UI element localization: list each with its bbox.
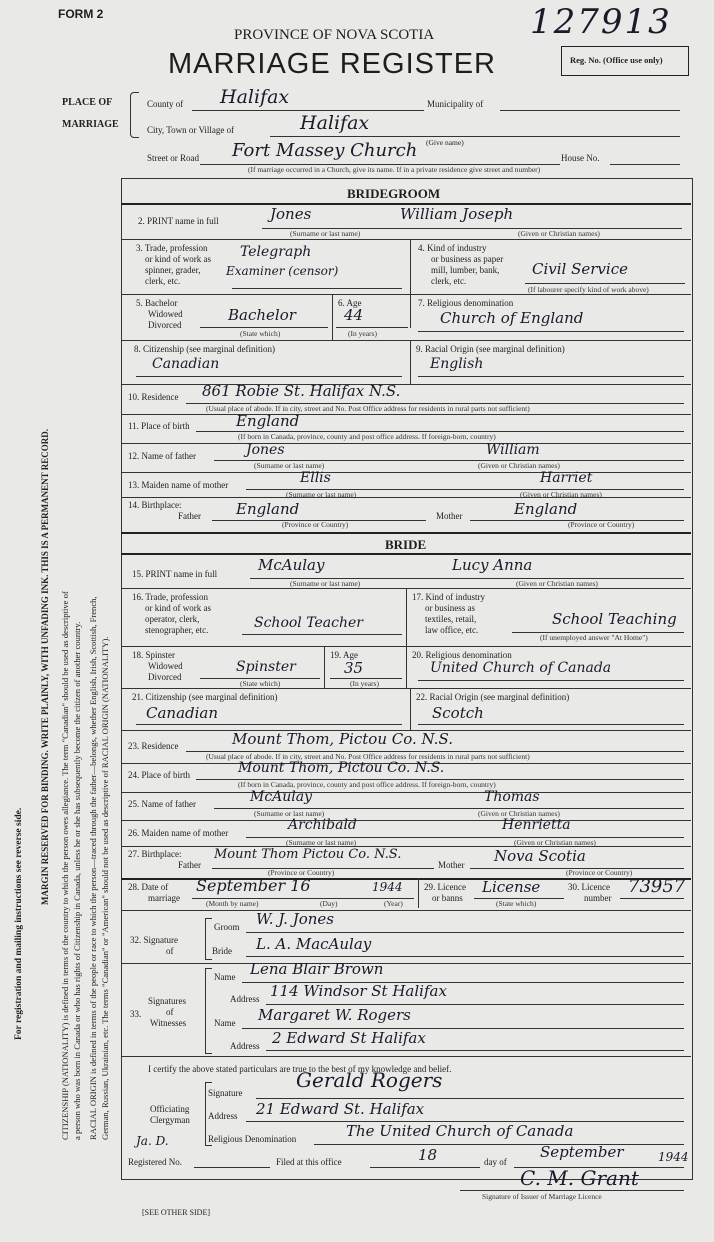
rule [266, 1050, 684, 1051]
groom-trade-1: Telegraph [240, 244, 312, 260]
bride-mother-given: Henrietta [502, 817, 571, 833]
f16-label-2: or kind of work as [145, 603, 211, 613]
f23-label: 23. Residence [128, 741, 179, 751]
groom-sig-label: Groom [214, 922, 240, 932]
f8-label: 8. Citizenship (see marginal definition) [134, 344, 276, 354]
rule [194, 1167, 270, 1168]
bride-mother-surname: Archibald [288, 817, 357, 833]
bride-status: Spinster [236, 659, 296, 675]
f29-caption: (State which) [496, 899, 537, 908]
bride-trade: School Teacher [254, 615, 363, 631]
surname-caption: (Surname or last name) [290, 229, 361, 238]
rule [620, 898, 684, 899]
bride-father-given: Thomas [484, 789, 540, 805]
f13-label: 13. Maiden name of mother [128, 480, 229, 490]
rule [121, 239, 691, 240]
groom-mother-surname: Ellis [300, 470, 331, 486]
rule [121, 443, 691, 444]
f25-label: 25. Name of father [128, 799, 196, 809]
rule [336, 327, 408, 328]
rule [232, 288, 402, 289]
city-line [270, 136, 680, 137]
rule [121, 846, 691, 847]
f4-label-1: 4. Kind of industry [418, 243, 487, 253]
groom-father-surname: Jones [246, 442, 285, 458]
f30-label-2: number [584, 893, 612, 903]
f5-label-2: Widowed [148, 309, 183, 319]
state-which-caption: (State which) [240, 329, 281, 338]
sidebar-note-1: For registration and mailing instructions see reverse side. [14, 807, 24, 1040]
f26-label: 26. Maiden name of mother [128, 828, 229, 838]
sidebar-note-4: a person who was born in Canada or who has rights of Citizenship in Canada, unless he or she has subsequently become the citizen of another country. [72, 621, 82, 1140]
filed-day: 18 [418, 1146, 438, 1164]
f29-label-1: 29. Licence [424, 882, 466, 892]
f15-label: 15. PRINT name in full [132, 569, 218, 579]
witness-1-address: 114 Windsor St Halifax [270, 982, 447, 1000]
rule [242, 634, 402, 635]
f17-label-2: or business as [425, 603, 475, 613]
bride-citizenship: Canadian [146, 704, 219, 722]
f33-label-2: of [166, 1007, 174, 1017]
sidebar-note-2: MARGIN RESERVED FOR BINDING. WRITE PLAINLY, WITH UNFADING INK. THIS IS A PERMANENT RECORD. [40, 428, 50, 905]
f18-label-1: 18. Spinster [132, 650, 176, 660]
f27-mother-label: Mother [438, 860, 465, 870]
rule [121, 910, 691, 911]
rule [418, 724, 684, 725]
w2-address-label: Address [230, 1041, 260, 1051]
f4-note: (If labourer specify kind of work above) [528, 285, 649, 294]
f27-label-2: Father [178, 860, 201, 870]
marriage-label: MARRIAGE [62, 119, 119, 130]
bride-signature: L. A. MacAulay [256, 935, 372, 953]
rule [121, 472, 691, 473]
registered-no-label: Registered No. [128, 1157, 182, 1167]
f33-number: 33. [130, 1009, 142, 1019]
f26-surname-caption: (Surname or last name) [286, 838, 357, 847]
page-title: MARRIAGE REGISTER [168, 48, 496, 80]
f17-label-3: textiles, retail, [425, 614, 477, 624]
witness-2-name: Margaret W. Rogers [258, 1006, 411, 1024]
f19-label: 19. Age [330, 650, 358, 660]
city-value: Halifax [300, 112, 370, 134]
rule [406, 588, 407, 646]
groom-citizenship: Canadian [152, 356, 220, 372]
f4-label-2: or business as paper [431, 254, 504, 264]
registrar-initials: Ja. D. [136, 1134, 169, 1148]
rule [246, 956, 684, 957]
filed-month: September [540, 1143, 624, 1161]
groom-father-birth: England [236, 500, 300, 518]
year-caption: (Year) [384, 899, 403, 908]
filed-year: 1944 [658, 1150, 689, 1164]
f22-label: 22. Racial Origin (see marginal definition) [416, 692, 570, 702]
groom-mother-given: Harriet [540, 470, 593, 486]
licence-number: 73957 [628, 876, 686, 897]
f18-caption: (State which) [240, 679, 281, 688]
f16-label-1: 16. Trade, profession [132, 592, 208, 602]
f15-surname-caption: (Surname or last name) [290, 579, 361, 588]
place-brace [130, 92, 139, 138]
rule [410, 340, 411, 384]
clergy-signature: Gerald Rogers [296, 1068, 443, 1092]
f29-label-2: or banns [432, 893, 463, 903]
marriage-year: 1944 [372, 880, 403, 894]
f19-caption: (In years) [350, 679, 379, 688]
clergy-label-1: Officiating [150, 1104, 190, 1114]
form-number: FORM 2 [58, 7, 104, 21]
rule [314, 1144, 684, 1145]
w2-name-label: Name [214, 1018, 236, 1028]
f3-label-1: 3. Trade, profession [136, 243, 208, 253]
licence-or-banns: License [482, 878, 541, 896]
bride-surname: McAulay [258, 556, 325, 574]
rule [121, 1056, 691, 1057]
signature-brace [205, 918, 212, 960]
f27-mother-caption: (Province or Country) [566, 868, 633, 877]
county-line [192, 110, 424, 111]
field-2-label [138, 216, 219, 226]
f11-label: 11. Place of birth [128, 421, 190, 431]
county-label: County of [147, 99, 184, 109]
f11-note: (If born in Canada, province, county and post office address. If foreign-born, country) [238, 432, 496, 441]
f3-label-3: spinner, grader, [145, 265, 201, 275]
f23-note: (Usual place of abode. If in city, street and No. Post Office address for residents in rural parts not sufficient) [206, 752, 530, 761]
groom-religion: Church of England [440, 309, 584, 327]
w1-address-label: Address [230, 994, 260, 1004]
f14-mother-label: Mother [436, 511, 463, 521]
street-value: Fort Massey Church [232, 140, 418, 161]
clergy-label-2: Clergyman [150, 1115, 190, 1125]
rule [410, 239, 411, 328]
rule [324, 646, 325, 688]
f25-given-caption: (Given or Christian names) [478, 809, 560, 818]
issuer-caption: Signature of Issuer of Marriage Licence [482, 1192, 602, 1201]
f14-label-1: 14. Birthplace: [128, 500, 182, 510]
sidebar-note-3: CITIZENSHIP (NATIONALITY) is defined in terms of the country to which the person owes allegiance. The term "Canadian" should be used as descriptive of [60, 591, 70, 1140]
bride-religion: United Church of Canada [430, 660, 612, 676]
f10-label: 10. Residence [128, 392, 179, 402]
rule [136, 376, 402, 377]
f3-label-4: clerk, etc. [145, 276, 181, 286]
house-line [610, 164, 680, 165]
f26-given-caption: (Given or Christian names) [514, 838, 596, 847]
f14-father-caption: (Province or Country) [282, 520, 349, 529]
rule [121, 688, 691, 689]
reg-number-box-label: Reg. No. (Office use only) [570, 55, 663, 65]
sidebar-note-6: German, Russian, Ukrainian, etc. The terms "Canadian" or "American" should not be used as descriptive of RACIAL ORIGIN (NATIONALITY). [100, 636, 110, 1140]
marriage-month-day: September 16 [196, 876, 311, 895]
f14-mother-caption: (Province or Country) [568, 520, 635, 529]
rule [406, 646, 407, 688]
bride-father-surname: McAulay [250, 789, 313, 805]
issuer-signature: C. M. Grant [520, 1166, 639, 1190]
f27-label-1: 27. Birthplace: [128, 849, 182, 859]
rule [460, 1190, 684, 1191]
rule [525, 283, 685, 284]
groom-residence: 861 Robie St. Halifax N.S. [202, 382, 401, 400]
f20-label: 20. Religious denomination [412, 650, 512, 660]
bride-sig-label: Bride [212, 946, 232, 956]
day-caption: (Day) [320, 899, 338, 908]
rule [121, 414, 691, 415]
f9-label: 9. Racial Origin (see marginal definition) [416, 344, 565, 354]
f5-label-1: 5. Bachelor [136, 298, 178, 308]
f13-given-caption: (Given or Christian names) [520, 490, 602, 499]
bride-given: Lucy Anna [452, 556, 533, 574]
sidebar-note-5: RACIAL ORIGIN is defined in terms of the people or race to which the person—traced through the father—belongs, whether English, Irish, Scottish, French, [88, 596, 98, 1140]
f30-label-1: 30. Licence [568, 882, 610, 892]
clergy-signature-label: Signature [208, 1088, 243, 1098]
rule [121, 340, 691, 341]
witness-brace [205, 968, 212, 1054]
rule [266, 1004, 684, 1005]
f12-given-caption: (Given or Christian names) [478, 461, 560, 470]
bride-racial: Scotch [432, 704, 484, 722]
bridegroom-heading: BRIDEGROOM [347, 186, 441, 201]
f24-label: 24. Place of birth [128, 770, 190, 780]
groom-racial: English [430, 356, 484, 372]
w1-name-label: Name [214, 972, 236, 982]
see-other-side: [SEE OTHER SIDE] [142, 1208, 210, 1217]
f15-given-caption: (Given or Christian names) [516, 579, 598, 588]
f13-surname-caption: (Surname or last name) [286, 490, 357, 499]
f21-label: 21. Citizenship (see marginal definition) [132, 692, 278, 702]
groom-birthplace: England [236, 412, 300, 430]
groom-given: William Joseph [400, 205, 514, 223]
f6-label: 6. Age [338, 298, 362, 308]
rule [418, 878, 419, 908]
registration-number: 127913 [530, 2, 672, 42]
f16-label-3: operator, clerk, [145, 614, 200, 624]
municipality-line [500, 110, 680, 111]
groom-mother-birth: England [514, 500, 578, 518]
clergy-denomination: The United Church of Canada [346, 1122, 574, 1140]
clergy-address: 21 Edward St. Halifax [256, 1100, 425, 1118]
f4-label-4: clerk, etc. [431, 276, 467, 286]
f7-label: 7. Religious denomination [418, 298, 514, 308]
rule [418, 331, 684, 332]
f5-label-3: Divorced [148, 320, 182, 330]
bride-father-birth: Mount Thom Pictou Co. N.S. [214, 847, 402, 862]
f12-surname-caption: (Surname or last name) [254, 461, 325, 470]
f17-label-4: law office, etc. [425, 625, 479, 635]
f32-label-1: 32. Signature [130, 935, 178, 945]
month-caption: (Month by name) [206, 899, 259, 908]
place-of-label: PLACE OF [62, 97, 113, 108]
certify-statement: I certify the above stated particulars are true to the best of my knowledge and belief. [148, 1064, 452, 1074]
f27-father-caption: (Province or Country) [268, 868, 335, 877]
bride-heading: BRIDE [385, 537, 427, 552]
field-2-label-text: 2. PRINT name in full [138, 216, 219, 226]
f14-label-2: Father [178, 511, 201, 521]
bride-residence: Mount Thom, Pictou Co. N.S. [232, 730, 453, 748]
bride-mother-birth: Nova Scotia [494, 847, 586, 865]
f32-label-2: of [166, 946, 174, 956]
rule [370, 1167, 480, 1168]
filed-label: Filed at this office [276, 1157, 342, 1167]
f17-label-1: 17. Kind of industry [412, 592, 485, 602]
f12-label: 12. Name of father [128, 451, 196, 461]
f16-label-4: stenographer, etc. [145, 625, 209, 635]
place-note: (If marriage occurred in a Church, give its name. If in a private residence give street and number) [248, 165, 541, 174]
house-no-label: House No. [561, 153, 600, 163]
groom-father-given: William [486, 442, 540, 458]
rule [121, 553, 691, 555]
bride-age: 35 [344, 659, 364, 677]
rule [410, 688, 411, 730]
groom-age: 44 [344, 306, 364, 324]
street-label: Street or Road [147, 153, 199, 163]
rule [121, 294, 691, 295]
rule [332, 294, 333, 340]
f25-surname-caption: (Surname or last name) [254, 809, 325, 818]
rule [418, 680, 684, 681]
religious-denomination-label: Religious Denomination [208, 1134, 297, 1144]
groom-industry: Civil Service [532, 260, 628, 278]
county-value: Halifax [220, 86, 290, 108]
f18-label-2: Widowed [148, 661, 183, 671]
rule [121, 792, 691, 793]
witness-2-address: 2 Edward St Halifax [272, 1029, 426, 1047]
give-name-caption: (Give name) [426, 138, 464, 147]
bride-industry: School Teaching [552, 610, 677, 628]
city-label: City, Town or Village of [147, 125, 235, 135]
witness-1-name: Lena Blair Brown [250, 960, 384, 978]
rule [418, 376, 684, 377]
f28-label-1: 28. Date of [128, 882, 169, 892]
f3-label-2: or kind of work as [145, 254, 211, 264]
groom-surname: Jones [270, 205, 312, 223]
rule [246, 932, 684, 933]
f24-note: (If born in Canada, province, county and post office address. If foreign-born, country) [238, 780, 496, 789]
f33-label-1: Signatures [148, 996, 186, 1006]
f10-note: (Usual place of abode. If in city, street and No. Post Office address for residents in rural parts not sufficient) [206, 404, 530, 413]
given-caption: (Given or Christian names) [518, 229, 600, 238]
f18-label-3: Divorced [148, 672, 182, 682]
province-heading: PROVINCE OF NOVA SCOTIA [234, 27, 435, 43]
clergy-address-label: Address [208, 1111, 238, 1121]
rule [256, 1098, 684, 1099]
f33-label-3: Witnesses [150, 1018, 187, 1028]
day-of-label: day of [484, 1157, 507, 1167]
rule [136, 724, 402, 725]
rule [121, 963, 691, 964]
groom-status: Bachelor [228, 306, 296, 324]
rule [121, 820, 691, 821]
bride-birthplace: Mount Thom, Pictou Co. N.S. [238, 760, 445, 776]
in-years-caption: (In years) [348, 329, 377, 338]
f17-note: (If unemployed answer "At Home") [540, 633, 648, 642]
f4-label-3: mill, lumber, bank, [431, 265, 500, 275]
groom-trade-2: Examiner (censor) [226, 264, 339, 278]
municipality-label: Municipality of [427, 99, 484, 109]
rule [200, 327, 328, 328]
rule [121, 532, 691, 534]
rule [121, 497, 691, 498]
f28-label-2: marriage [148, 893, 180, 903]
groom-signature: W. J. Jones [256, 910, 334, 928]
